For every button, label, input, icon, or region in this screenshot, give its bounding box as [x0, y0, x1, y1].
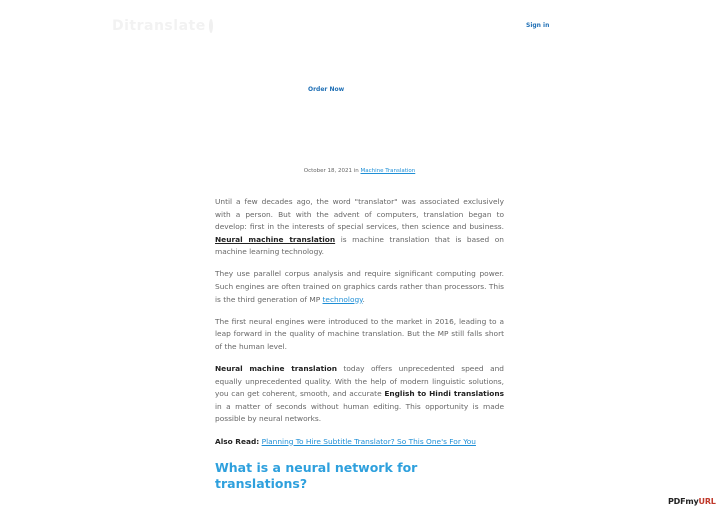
- paragraph-4: [215, 363, 504, 426]
- paragraph-1: [215, 196, 504, 259]
- paragraph-2: [215, 268, 504, 306]
- keyword-link-neural-machine-translation[interactable]: Neural machine translation: [215, 234, 336, 244]
- section-heading: What is a neural network for translations?: [215, 460, 418, 492]
- site-logo[interactable]: [112, 14, 206, 38]
- paragraph-2-text-b: .: [362, 294, 365, 304]
- badge-text-a: PDFmy: [668, 497, 699, 506]
- paragraph-3: The first neural engines were introduced to the market in 2016, leading to a leap forward in the quality of machine translation. But the MP still falls short of the human level.: [215, 316, 504, 351]
- keyword-neural-machine-translation: Neural machine translation: [215, 364, 337, 374]
- paragraph-2-text-a: They use parallel corpus analysis and require significant computing power. Such engines are often trained on graphics cards rather than processors. This is the third generation of MP: [215, 269, 504, 304]
- pdfmyurl-badge[interactable]: [668, 497, 716, 506]
- also-read-link[interactable]: Planning To Hire Subtitle Translator? So This One's For You: [261, 436, 476, 446]
- paragraph-1-text-a: Until a few decades ago, the word "translator" was associated exclusively with a person. But with the advent of computers, translation began to develop: first in the interests of special services, then science and business.: [215, 197, 504, 232]
- paragraph-4-text-a: today offers unprecedented speed and equally unprecedented quality. With the help of modern linguistic solutions, you can get coherent, smooth, and accurate: [215, 364, 504, 399]
- article-body: [215, 196, 504, 492]
- order-now-button[interactable]: Order Now: [308, 86, 345, 93]
- keyword-english-to-hindi: English to Hindi translations: [384, 389, 504, 399]
- post-date: October 18, 2021 in: [303, 168, 359, 174]
- logo-mark-icon: [209, 19, 213, 33]
- also-read-label: Also Read:: [215, 436, 260, 446]
- technology-link[interactable]: technology: [322, 294, 363, 304]
- badge-text-b: URL: [698, 497, 716, 506]
- logo-text: Ditranslate: [112, 18, 206, 34]
- paragraph-4-text-b: in a matter of seconds without human editing. This opportunity is made possible by neural networks.: [215, 401, 504, 424]
- post-meta: [0, 168, 719, 174]
- paragraph-1-text-b: is machine translation that is based on machine learning technology.: [215, 234, 504, 257]
- also-read: [215, 436, 504, 449]
- category-link[interactable]: Machine Translation: [360, 168, 416, 174]
- sign-in-link[interactable]: Sign in: [526, 22, 550, 29]
